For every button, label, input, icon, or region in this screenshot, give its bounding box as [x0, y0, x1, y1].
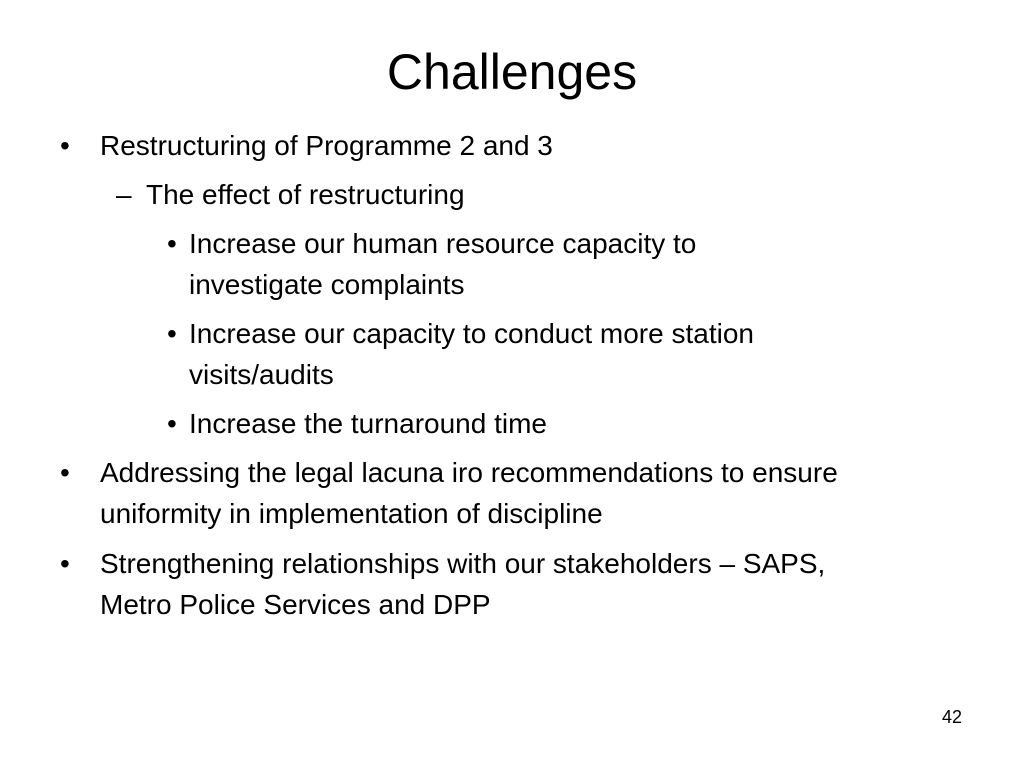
sub-sub-item-text: Increase the turnaround time [189, 408, 547, 439]
bullet-marker: • [167, 228, 177, 259]
sub-item-text: The effect of restructuring [146, 179, 465, 210]
bullet-item-relationships [60, 543, 900, 625]
slide-title: Challenges [386, 44, 638, 100]
sub-sub-item-turnaround [167, 403, 919, 444]
bullet-text: Strengthening relationships with our stakeholders – SAPS, Metro Police Services and DPP [100, 548, 826, 620]
dash-marker: – [116, 179, 132, 210]
bullet-text: Restructuring of Programme 2 and 3 [100, 130, 553, 161]
bullet-marker: • [60, 130, 70, 161]
bullet-item-legal-lacuna [60, 452, 900, 534]
bullet-marker: • [60, 548, 70, 579]
sub-sub-item-text: Increase our capacity to conduct more station visits/audits [189, 318, 754, 390]
sub-item-effect [116, 174, 906, 215]
bullet-marker: • [167, 318, 177, 349]
bullet-text: Addressing the legal lacuna iro recommendations to ensure uniformity in implementation of discipline [100, 457, 838, 529]
page-number: 42 [941, 707, 962, 727]
bullet-item-restructuring [60, 125, 900, 166]
bullet-marker: • [60, 457, 70, 488]
sub-sub-item-hr-capacity [167, 223, 829, 305]
sub-sub-item-text: Increase our human resource capacity to investigate complaints [189, 228, 697, 300]
sub-sub-item-station-visits [167, 313, 889, 395]
bullet-marker: • [167, 408, 177, 439]
